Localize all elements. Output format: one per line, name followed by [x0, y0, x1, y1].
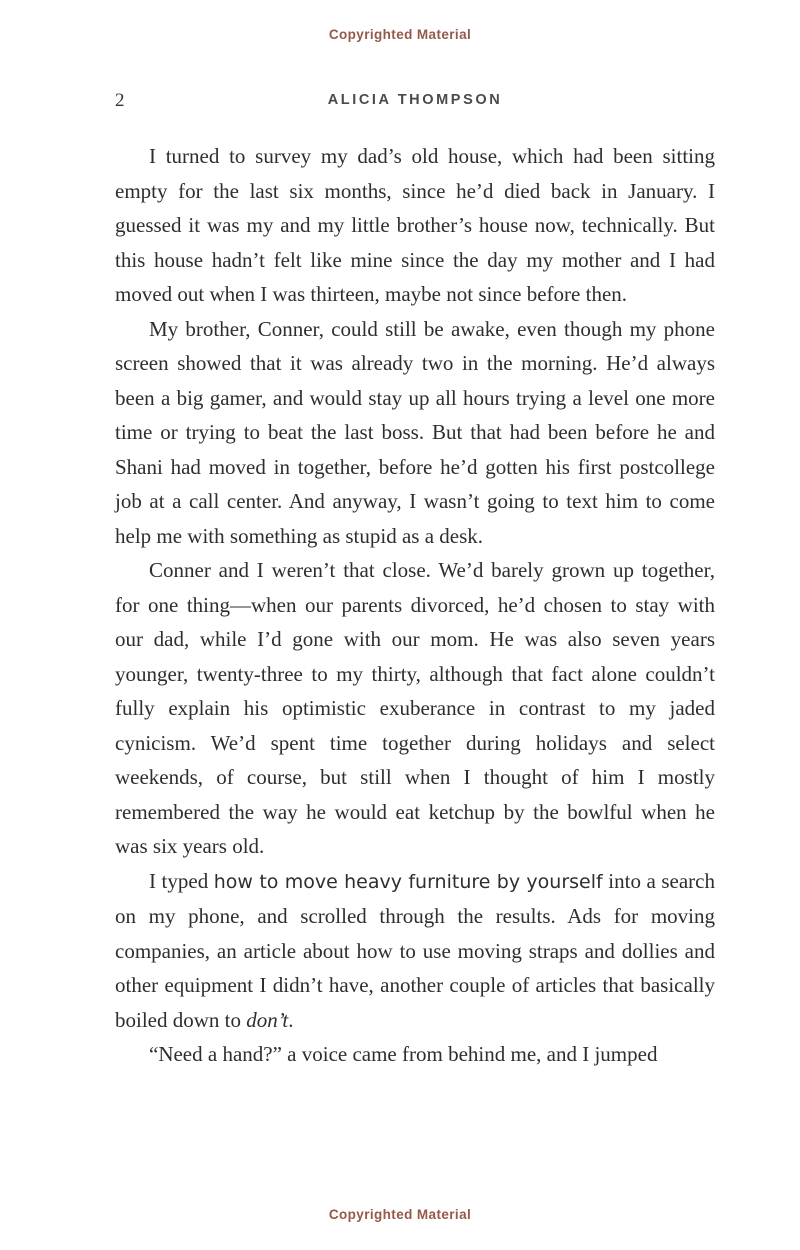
page-header	[115, 90, 715, 112]
copyright-notice-top: Copyrighted Material	[328, 27, 472, 42]
paragraph	[115, 139, 715, 312]
paragraph-text: into a search on my phone, and scrolled through the results. Ads for moving companies, an article about how to use moving straps and dollies and other equipment I didn’t have, another couple of articles that basically boiled down to	[115, 868, 715, 1032]
paragraph	[115, 553, 715, 864]
search-query-text: how to move heavy furniture by yourself	[213, 870, 603, 893]
paragraph	[115, 864, 715, 1038]
paragraph-text: “Need a hand?” a voice came from behind me, and I jumped	[149, 1042, 658, 1066]
italic-text: don’t	[246, 1007, 289, 1032]
copyright-notice-bottom: Copyrighted Material	[328, 1207, 472, 1222]
paragraph	[115, 312, 715, 554]
paragraph-text: My brother, Conner, could still be awake, even though my phone screen showed that it was already two in the morning. He’d always been a big gamer, and would stay up all hours trying a level one more time or trying to beat the last boss. But that had been before he and Shani had moved in together, before he’d gotten his first postcollege job at a call center. And anyway, I wasn’t going to text him to come help me with something as stupid as a desk.	[115, 316, 715, 548]
page-number: 2	[115, 90, 125, 111]
paragraph	[115, 1037, 715, 1072]
paragraph-text: .	[288, 1007, 294, 1032]
paragraph-text: I turned to survey my dad’s old house, which had been sitting empty for the last six months, since he’d died back in January. I guessed it was my and my little brother’s house now, technically. But this house hadn’t felt like mine since the day my mother and I had moved out when I was thirteen, maybe not since before then.	[115, 144, 715, 306]
paragraph-text: Conner and I weren’t that close. We’d barely grown up together, for one thing—when our parents divorced, he’d chosen to stay with our dad, while I’d gone with our mom. He was also seven years younger, twenty-three to my thirty, although that fact alone couldn’t fully explain his optimistic exuberance in contrast to my jaded cynicism. We’d spent time together during holidays and select weekends, of course, but still when I thought of him I mostly remembered the way he would eat ketchup by the bowlful when he was six years old.	[115, 558, 715, 858]
body-text	[115, 139, 715, 1072]
paragraph-text: I typed	[149, 868, 214, 893]
running-header-author: ALICIA THOMPSON	[327, 92, 503, 108]
